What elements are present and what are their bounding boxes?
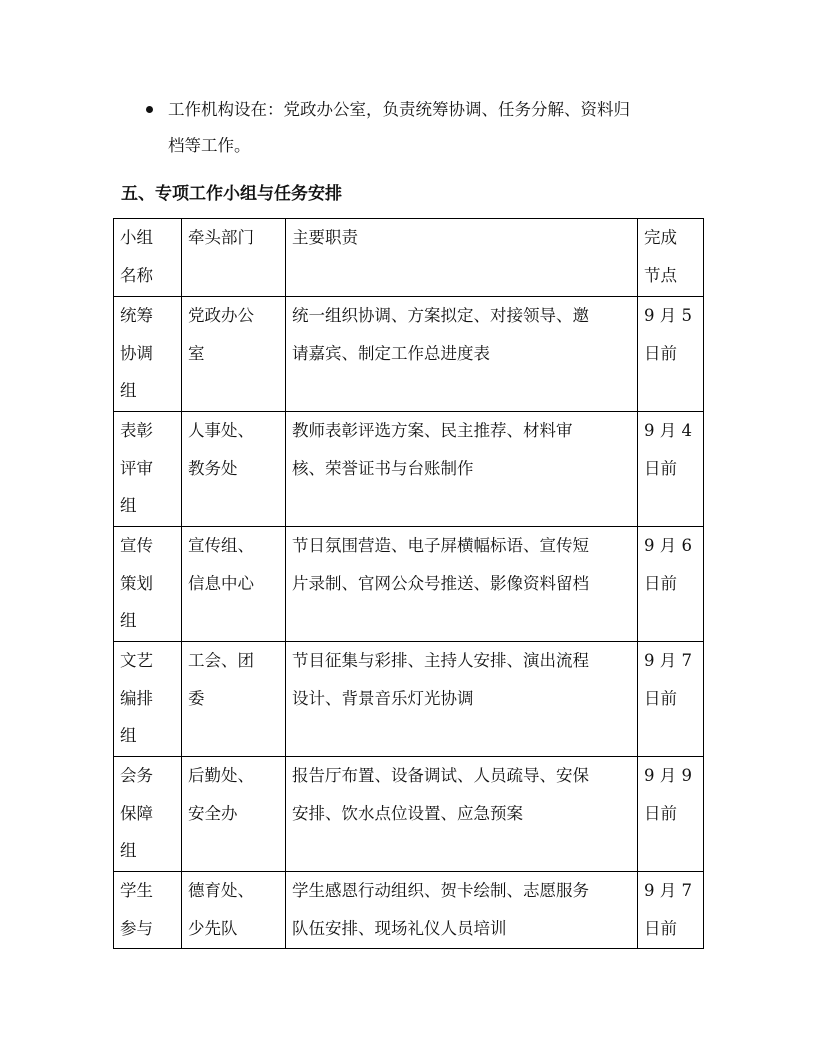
cell-line: 教师表彰评选方案、民主推荐、材料审	[292, 421, 573, 440]
bullet-line: 工作机构设在：党政办公室，负责统筹协调、任务分解、资料归	[168, 100, 630, 119]
cell-line: 9 月 5	[644, 306, 692, 325]
cell-line: 编排	[120, 688, 153, 708]
cell-group	[114, 412, 182, 527]
cell-line: 名称	[120, 265, 153, 285]
cell-line: 完成	[644, 228, 677, 247]
cell-line: 队伍安排、现场礼仪人员培训	[292, 918, 507, 938]
section-heading: 五、专项工作小组与任务安排	[121, 184, 342, 204]
table-header-row	[114, 219, 704, 297]
cell-line: 安排、饮水点位设置、应急预案	[292, 803, 523, 823]
cell-line: 委	[188, 688, 205, 708]
cell-duty	[286, 872, 638, 949]
cell-line: 组	[120, 841, 137, 860]
cell-line: 人事处、	[188, 421, 254, 440]
cell-line: 9 月 4	[644, 421, 692, 440]
cell-line: 日前	[644, 573, 677, 593]
cell-line: 主要职责	[292, 228, 358, 247]
cell-line: 组	[120, 611, 137, 630]
cell-line: 日前	[644, 918, 677, 938]
cell-duty	[286, 642, 638, 757]
cell-deadline	[638, 412, 704, 527]
cell-line: 组	[120, 726, 137, 745]
task-table	[113, 218, 704, 949]
cell-line: 协调	[120, 343, 153, 363]
cell-line: 统筹	[120, 306, 153, 325]
header-cell-deadline	[638, 219, 704, 297]
cell-dept	[182, 872, 286, 949]
cell-deadline	[638, 642, 704, 757]
cell-dept	[182, 527, 286, 642]
cell-line: 保障	[120, 803, 153, 823]
cell-duty	[286, 527, 638, 642]
cell-line: 日前	[644, 458, 677, 478]
cell-line: 表彰	[120, 421, 153, 440]
bullet-line: 档等工作。	[168, 136, 251, 155]
cell-dept	[182, 412, 286, 527]
cell-line: 少先队	[188, 918, 238, 938]
cell-line: 9 月 9	[644, 766, 692, 785]
cell-duty	[286, 757, 638, 872]
cell-line: 党政办公	[188, 306, 254, 325]
cell-deadline	[638, 872, 704, 949]
cell-deadline	[638, 297, 704, 412]
cell-line: 室	[188, 343, 205, 363]
cell-dept	[182, 642, 286, 757]
cell-line: 德育处、	[188, 881, 254, 900]
cell-line: 后勤处、	[188, 766, 254, 785]
cell-line: 日前	[644, 803, 677, 823]
cell-line: 宣传组、	[188, 536, 254, 555]
cell-line: 学生	[120, 881, 153, 900]
table-row	[114, 527, 704, 642]
bullet-text	[168, 92, 710, 164]
cell-line: 组	[120, 381, 137, 400]
table-row	[114, 757, 704, 872]
cell-deadline	[638, 527, 704, 642]
cell-line: 工会、团	[188, 651, 254, 670]
cell-line: 评审	[120, 458, 153, 478]
cell-line: 会务	[120, 766, 153, 785]
table-row	[114, 297, 704, 412]
cell-duty	[286, 297, 638, 412]
cell-line: 教务处	[188, 458, 238, 478]
cell-line: 宣传	[120, 536, 153, 555]
cell-line: 设计、背景音乐灯光协调	[292, 688, 474, 708]
table-row	[114, 642, 704, 757]
bullet-dot-icon	[146, 106, 153, 113]
cell-duty	[286, 412, 638, 527]
cell-line: 学生感恩行动组织、贺卡绘制、志愿服务	[292, 881, 589, 900]
cell-line: 节日氛围营造、电子屏横幅标语、宣传短	[292, 536, 589, 555]
table-row	[114, 412, 704, 527]
cell-line: 参与	[120, 918, 153, 938]
header-cell-group	[114, 219, 182, 297]
cell-line: 文艺	[120, 651, 153, 670]
cell-line: 9 月 7	[644, 651, 692, 670]
cell-line: 统一组织协调、方案拟定、对接领导、邀	[292, 306, 589, 325]
cell-line: 核、荣誉证书与台账制作	[292, 458, 474, 478]
cell-group	[114, 872, 182, 949]
header-cell-dept	[182, 219, 286, 297]
cell-group	[114, 527, 182, 642]
cell-group	[114, 297, 182, 412]
cell-line: 信息中心	[188, 573, 254, 593]
cell-line: 请嘉宾、制定工作总进度表	[292, 343, 490, 363]
cell-dept	[182, 757, 286, 872]
table-row	[114, 872, 704, 949]
cell-group	[114, 642, 182, 757]
cell-line: 9 月 6	[644, 536, 692, 555]
cell-line: 牵头部门	[188, 228, 254, 247]
cell-line: 9 月 7	[644, 881, 692, 900]
cell-line: 策划	[120, 573, 153, 593]
cell-line: 组	[120, 496, 137, 515]
cell-line: 节点	[644, 265, 677, 285]
cell-line: 报告厅布置、设备调试、人员疏导、安保	[292, 766, 589, 785]
cell-dept	[182, 297, 286, 412]
bullet-item	[140, 92, 710, 164]
cell-line: 日前	[644, 688, 677, 708]
cell-group	[114, 757, 182, 872]
cell-line: 安全办	[188, 803, 238, 823]
cell-line: 日前	[644, 343, 677, 363]
cell-line: 节目征集与彩排、主持人安排、演出流程	[292, 651, 589, 670]
cell-deadline	[638, 757, 704, 872]
cell-line: 小组	[120, 228, 153, 247]
header-cell-duty	[286, 219, 638, 297]
cell-line: 片录制、官网公众号推送、影像资料留档	[292, 573, 589, 593]
